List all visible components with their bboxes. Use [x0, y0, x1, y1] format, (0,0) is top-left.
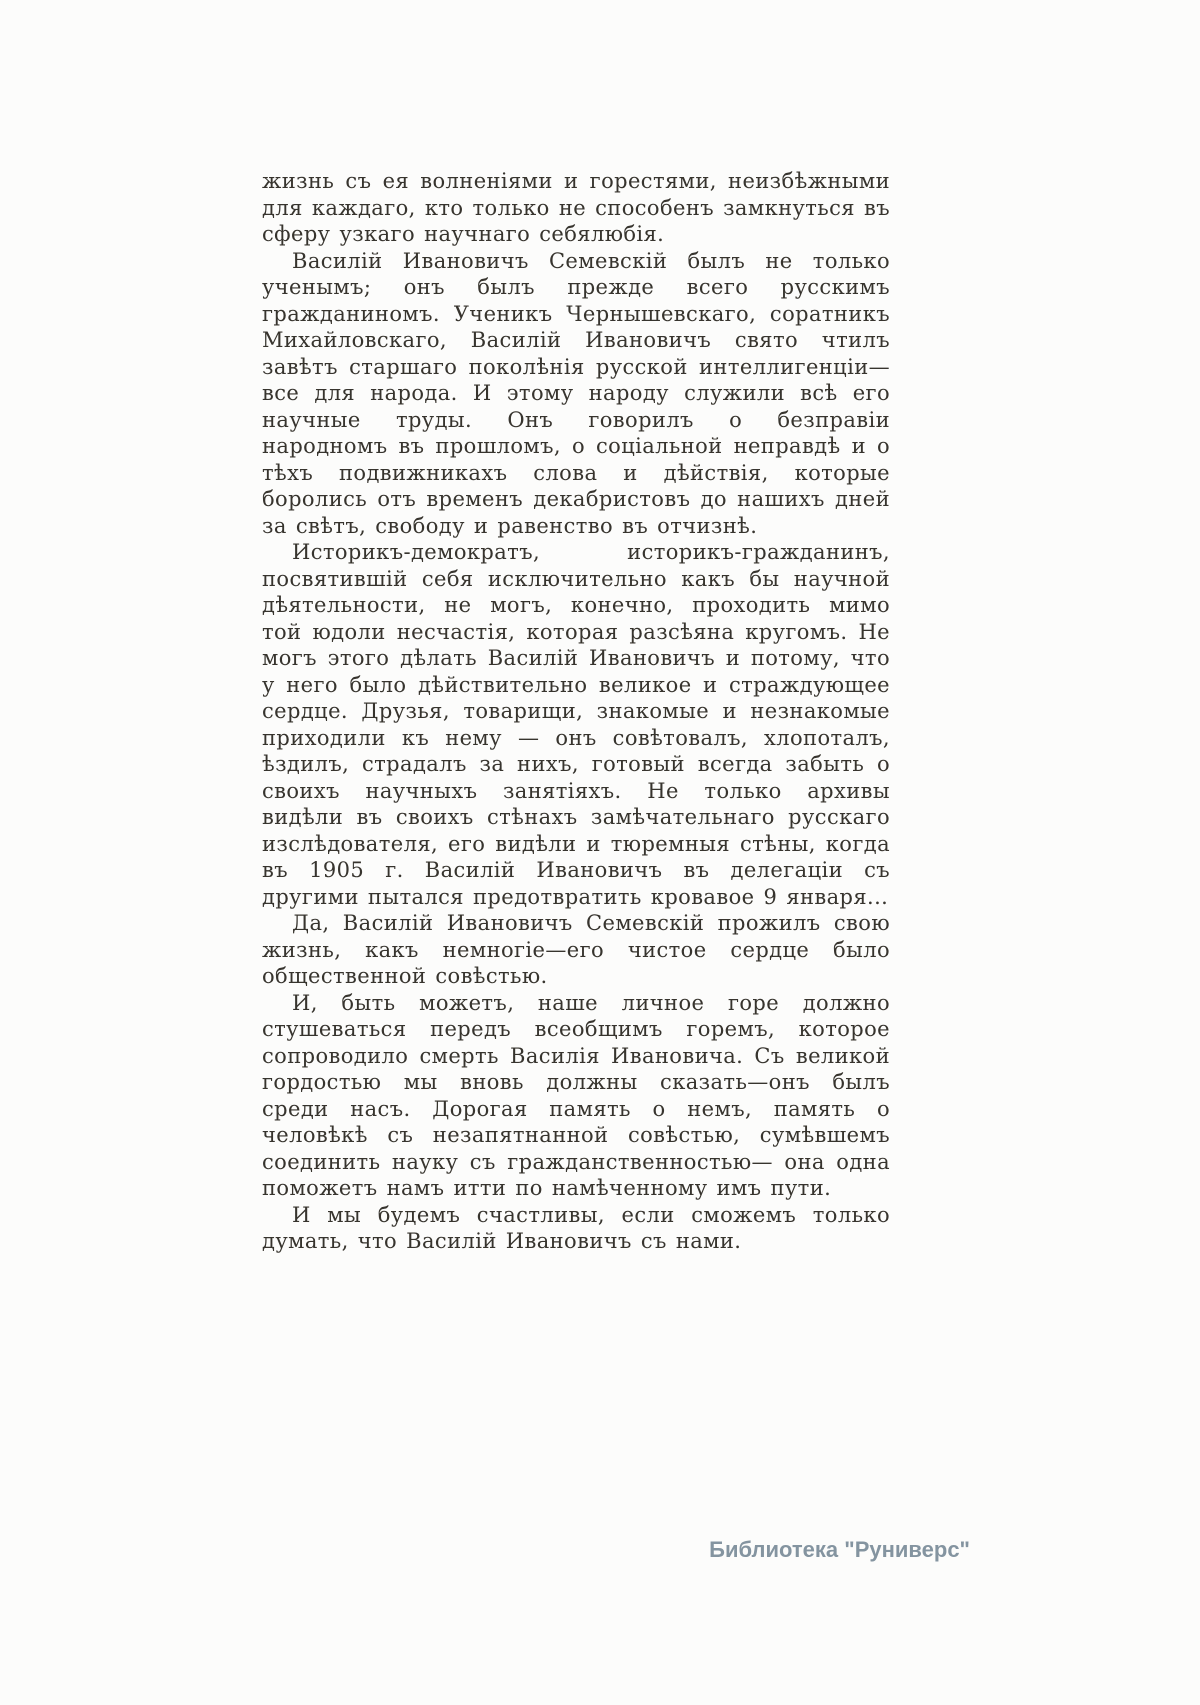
page-text-block	[262, 168, 890, 1255]
paragraph: И, быть можетъ, наше личное горе должно стушеваться передъ всеобщимъ горемъ, которое сопроводило смерть Василія Ивановича. Съ великой гордостью мы вновь должны сказать—онъ былъ среди насъ. Дорогая память о немъ, память о человѣкѣ съ незапятнанной совѣстью, сумѣвшемъ соединить науку съ гражданственностью— она одна поможетъ намъ итти по намѣченному имъ пути.	[262, 990, 890, 1200]
paragraph: И мы будемъ счастливы, если сможемъ только думать, что Василій Ивановичъ съ нами.	[262, 1202, 890, 1253]
paragraph: Да, Василій Ивановичъ Семевскій прожилъ свою жизнь, какъ немногіе—его чистое сердце было общественной совѣстью.	[262, 911, 890, 988]
paragraph-continuation: жизнь съ ея волненіями и горестями, неизбѣжными для каждаго, кто только не способенъ замкнуться въ сферу узкаго научнаго себялюбія.	[262, 169, 890, 246]
paragraph: Василій Ивановичъ Семевскій былъ не только ученымъ; онъ былъ прежде всего русскимъ гражданиномъ. Ученикъ Чернышевскаго, соратникъ Михайловскаго, Василій Ивановичъ свято чтилъ завѣтъ старшаго поколѣнія русской интеллигенціи—все для народа. И этому народу служили всѣ его научные труды. Онъ говорилъ о безправіи народномъ въ прошломъ, о соціальной неправдѣ и о тѣхъ подвижникахъ слова и дѣйствія, которые боролись отъ временъ декабристовъ до нашихъ дней за свѣтъ, свободу и равенство въ отчизнѣ.	[262, 248, 890, 538]
library-watermark: Библиотека "Руниверс"	[709, 1537, 970, 1562]
paragraph: Историкъ-демократъ, историкъ-гражданинъ, посвятившій себя исключительно какъ бы научной дѣятельности, не могъ, конечно, проходить мимо той юдоли несчастія, которая разсѣяна кругомъ. Не могъ этого дѣлать Василій Ивановичъ и потому, что у него было дѣйствительно великое и страждующее сердце. Друзья, товарищи, знакомые и незнакомые приходили къ нему — онъ совѣтовалъ, хлопоталъ, ѣздилъ, страдалъ за нихъ, готовый всегда забыть о своихъ научныхъ занятіяхъ. Не только архивы видѣли въ своихъ стѣнахъ замѣчательнаго русскаго изслѣдователя, его видѣли и тюремныя стѣны, когда въ 1905 г. Василій Ивановичъ въ делегаціи съ другими пытался предотвратить кровавое 9 января...	[262, 540, 890, 909]
